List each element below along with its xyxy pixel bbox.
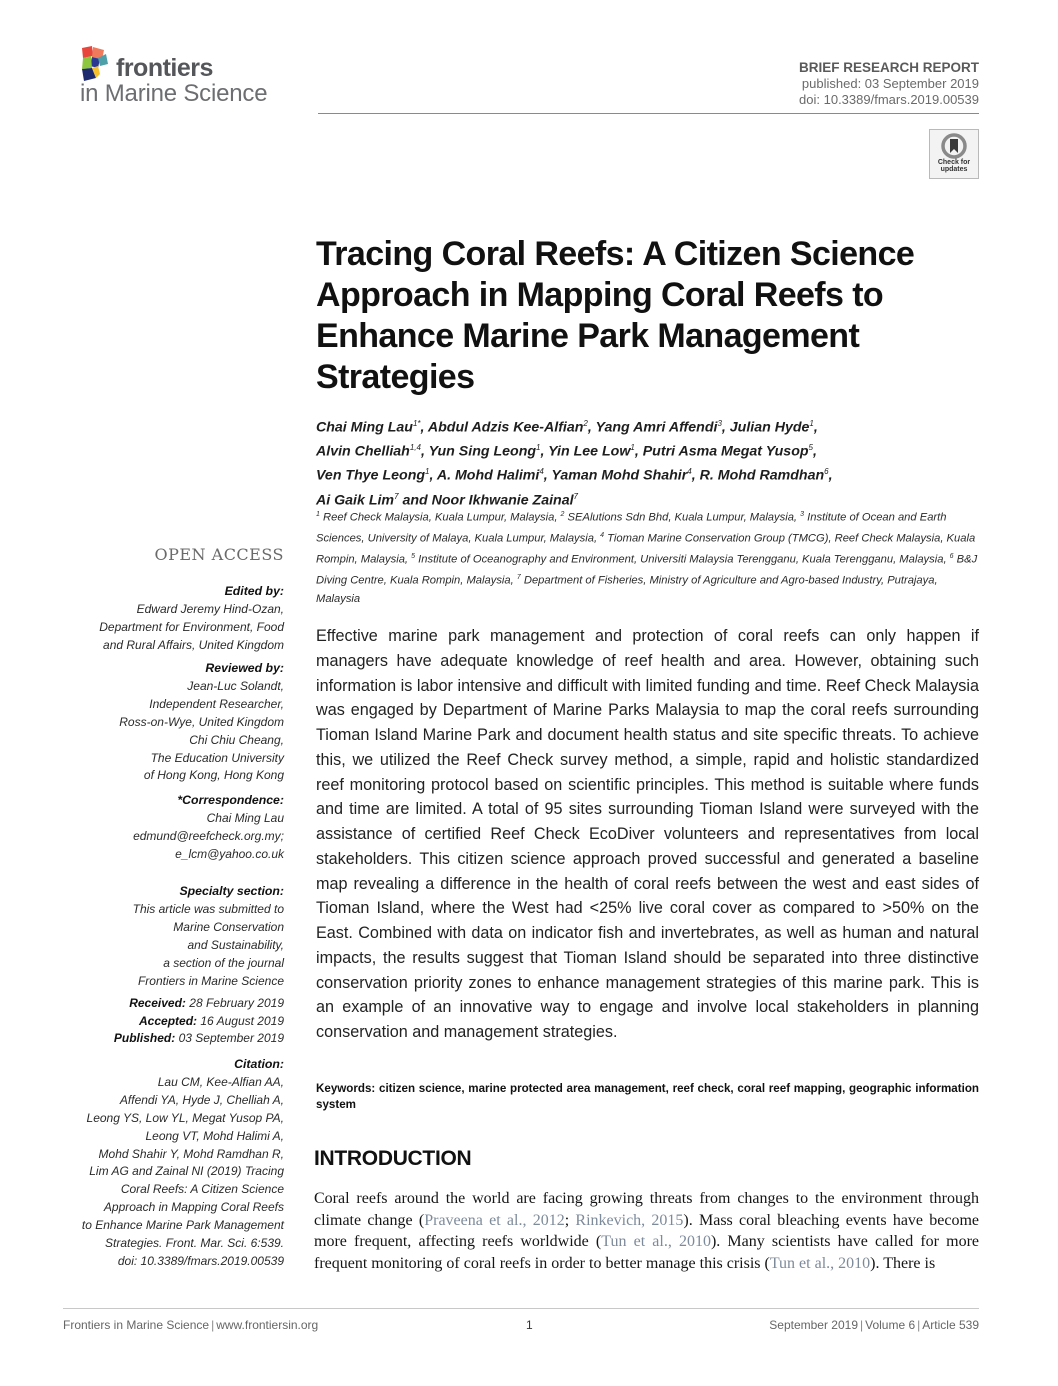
author-affiliation-marker: 1* [412,419,421,428]
sidebar-line: Lau CM, Kee-Alfian AA, [157,1074,284,1089]
sidebar-line: Leong YS, Low YL, Megat Yusop PA, [86,1110,284,1125]
published-date: published: 03 September 2019 [801,76,979,91]
affiliation-number: 3 [800,511,805,518]
sidebar-line: Leong VT, Mohd Halimi A, [145,1128,284,1143]
keywords-label: Keywords: [316,1082,376,1095]
author-affiliation-marker: 5 [808,443,813,453]
sidebar-line: Frontiers in Marine Science [137,973,284,988]
intro-text-segment: ). Mass coral bleaching events have become more frequent, affecting reefs worldwide ( [314,1211,980,1251]
sidebar-line: and Rural Affairs, United Kingdom [103,637,284,652]
author-affiliation-marker: 4 [539,467,544,477]
author-name[interactable]: A. Mohd Halimi [436,468,540,485]
correspondence-label: *Correspondence: [177,793,284,807]
sidebar-line: Edward Jeremy Hind-Ozan, [136,601,284,616]
author-name[interactable]: Alvin Chelliah [316,443,410,460]
affiliation-number: 2 [560,511,565,518]
sidebar-line: of Hong Kong, Hong Kong [143,768,284,783]
abstract: Effective marine park management and protection of coral reefs can only happen if managers have adequate knowledge of reef health and area. However, obtaining such information is labor intensive and difficult with limited funding and time. Reef Check Malaysia was engaged by Department of Marine Parks Malaysia to map the coral reefs surrounding Tioman Island Marine Park and document health status and site specific threats. To achieve this, we utilized the Reef Check survey method, a simple, rapid and holistic standardized reef monitoring protocol based on scientific principles. This method is suitable where funds and time are limited. A total of 95 sites surrounding Tioman Island were surveyed with the assistance of certified Reef Check EcoDiver volunteers and representatives from local stakeholders. This citizen science approach proved successful and generated a baseline map revealing a difference in the health of coral reefs between the west and east sides of Tioman Island, where the West had <25% live coral cover as compared to >50% on the East. Combined with data on indicator fish and invertebrates, as well as human and natural impacts, the results suggest that Tioman Island should be separated into three distinctive conservation priority zones to enhance management strategies of this marine park. This is an example of an innovative way to engage and involve local stakeholders in planning conservation and management strategies. [316,627,979,1041]
citation-section [54,1056,284,1271]
sidebar-line: The Education University [150,750,284,765]
section-heading-introduction: INTRODUCTION [314,1147,472,1170]
affiliation-text: Institute of Ocean and Earth Sciences, University of Malaya, Kuala Lumpur, Malaysia, [316,511,947,545]
author-name[interactable]: R. Mohd Ramdhan [699,468,825,485]
report-type: BRIEF RESEARCH REPORT [798,60,979,75]
author-affiliation-marker: 1 [425,467,430,477]
author-affiliation-marker: 1 [536,443,541,453]
sidebar-line: Chi Chiu Cheang, [189,732,284,747]
affiliation-text: SEAlutions Sdn Bhd, Kuala Lumpur, Malaysia, [564,511,801,524]
author-name[interactable]: Yang Amri Affendi [595,419,718,436]
citation-link[interactable]: Tun et al., 2010 [769,1255,871,1273]
introduction-text [314,1188,979,1275]
affiliation-number: 1 [316,511,320,518]
specialty-lines [54,901,284,991]
sidebar-line: doi: 10.3389/fmars.2019.00539 [117,1253,284,1268]
specialty-section [54,883,284,990]
author-affiliation-marker: 1 [809,419,814,428]
edited-by-lines [54,601,284,655]
sidebar-line: to Enhance Marine Park Management [81,1218,284,1233]
author-affiliation-marker: 3 [717,419,722,428]
author-affiliation-marker: 2 [583,419,588,428]
author-name[interactable]: Yaman Mohd Shahir [551,468,688,485]
sidebar-line: Coral Reefs: A Citizen Science [120,1182,284,1197]
affiliation-number: 4 [600,532,605,540]
check-updates-line1: Check for [937,159,971,166]
sidebar-line: Department for Environment, Food [99,619,284,634]
affiliation-number: 5 [411,553,416,561]
sidebar-line: edmund@reefcheck.org.my; [133,828,284,843]
author-name[interactable]: Yin Lee Low [548,443,631,460]
author-name[interactable]: Putri Asma Megat Yusop [642,443,809,460]
sidebar-line: Marine Conservation [173,919,284,934]
sidebar-line: Mohd Shahir Y, Mohd Ramdhan R, [98,1146,284,1161]
footer-journal: Frontiers in Marine Science | www.frontiersin.org [63,1318,319,1332]
accepted-date: Accepted: 16 August 2019 [139,1013,284,1028]
author-name[interactable]: Ven Thye Leong [316,468,426,485]
author-affiliation-marker: 7 [573,491,578,501]
published-date-sidebar: Published: 03 September 2019 [113,1031,284,1045]
author-name[interactable]: Abdul Adzis Kee-Alfian [427,419,584,436]
sidebar-line: Affendi YA, Hyde J, Chelliah A, [119,1092,284,1107]
sidebar-line: Jean-Luc Solandt, [187,678,284,693]
keywords-list: citizen science, marine protected area management, reef check, coral reef mapping, geographic information system [316,1082,979,1111]
author-name[interactable]: Ai Gaik Lim [316,492,395,509]
affiliation-text: Institute of Oceanography and Environment, Universiti Malaysia Terengganu, Kuala Terengganu, Malaysia, [415,553,950,566]
author-list: Chai Ming Lau$^{1*}$, Abdul Adzis Kee-Alfian$^2$, Yang Amri Affendi$^3$, Julian Hyde$^1$, Alvin Chelliah$^{1,4}$, Yun Sing Leong$^1$, Yin Lee Low$^1$, Putri Asma Megat Yusop$^5$, Ven Thye Leong$^1$, A. Mohd Halimi$^4$, Yaman Mohd Shahir$^4$, R. Mohd Ramdhan$^6$, Ai Gaik Lim$^7$ and Noor Ikhwanie Zainal$^7$ [316,419,833,509]
bookmark-circle-icon [941,133,967,159]
author-affiliation-marker: 1 [630,443,635,453]
affiliation-text: Department of Fisheries, Ministry of Agriculture and Agro-based Industry, Putrajaya, Malaysia [316,574,938,606]
page-number: 1 [526,1318,533,1332]
article-title: Tracing Coral Reefs: A Citizen Science Approach in Mapping Coral Reefs to Enhance Marine Park Management Strategies [316,235,915,396]
sidebar-line: Chai Ming Lau [206,810,284,825]
affiliation-text: Tioman Marine Conservation Group (TMCG), Reef Check Malaysia, Kuala Rompin, Malaysia, [316,532,976,566]
sidebar-line: Ross-on-Wye, United Kingdom [119,714,284,729]
affiliation-text: Reef Check Malaysia, Kuala Lumpur, Malaysia, [319,511,561,524]
affiliation-number: 6 [949,553,954,561]
check-for-updates-button[interactable] [929,129,979,179]
received-date: Received: 28 February 2019 [129,996,284,1010]
footer-issue-info: September 2019 | Volume 6 | Article 539 [769,1318,979,1332]
sidebar-line: and Sustainability, [187,937,284,952]
logo-journal-text: in Marine Science [80,80,268,107]
author-name[interactable]: Noor Ikhwanie Zainal [431,492,574,509]
edited-by-label: Edited by: [224,584,284,598]
specialty-label: Specialty section: [179,884,284,898]
author-affiliation-marker: 7 [394,491,399,501]
check-updates-line2: updates [940,166,968,173]
reviewed-by-lines [54,678,284,785]
keywords [316,1081,979,1113]
article-meta [799,60,979,108]
author-name[interactable]: Chai Ming Lau [316,419,413,436]
logo-brand-text: frontiers [116,54,213,82]
citation-link[interactable]: Rinkevich, 2015 [575,1211,684,1229]
footer-divider [63,1308,979,1309]
sidebar-line: a section of the journal [163,955,284,970]
open-access-label: OPEN ACCESS [154,545,284,564]
intro-text-segment: ; [564,1211,576,1229]
sidebar-line: Independent Researcher, [149,696,284,711]
citation-link[interactable]: Tun et al., 2010 [601,1233,711,1251]
correspondence-section [54,792,284,864]
sidebar-line: Strategies. Front. Mar. Sci. 6:539. [105,1236,284,1251]
author-affiliation-marker: 6 [824,467,829,477]
header-divider [318,113,979,114]
intro-text-segment: Coral reefs around the world are facing growing threats from changes to the environment through climate change ( [314,1190,979,1229]
correspondence-lines[interactable] [54,810,284,864]
sidebar-line: e_lcm@yahoo.co.uk [175,846,284,861]
footer-website-link[interactable]: www.frontiersin.org [216,1318,319,1332]
author-affiliation-marker: 4 [687,467,692,477]
affiliation-number: 7 [516,574,521,582]
author-name[interactable]: Yun Sing Leong [428,443,537,460]
affiliations [316,506,981,608]
sidebar-line: This article was submitted to [132,901,284,916]
citation-lines [54,1074,284,1271]
sidebar-line: Approach in Mapping Coral Reefs [103,1200,284,1215]
reviewed-by-section [54,660,284,785]
sidebar-line: Lim AG and Zainal NI (2019) Tracing [89,1164,284,1179]
author-affiliation-marker: 1,4 [409,443,421,453]
frontiers-logo-icon [78,44,114,84]
reviewed-by-label: Reviewed by: [205,661,284,675]
edited-by-section [54,583,284,655]
author-name[interactable]: Julian Hyde [729,419,810,436]
intro-text-segment: ). Many scientists have called for more frequent monitoring of coral reefs in order to better manage this crisis ( [314,1233,979,1273]
citation-link[interactable]: Praveena et al., 2012 [424,1211,565,1229]
doi[interactable]: doi: 10.3389/fmars.2019.00539 [799,92,979,107]
dates-section [114,995,284,1048]
citation-label: Citation: [234,1057,284,1071]
affiliation-text: B&J Diving Centre, Kuala Rompin, Malaysia, [316,553,978,587]
intro-text-segment: ). There is [870,1255,936,1273]
